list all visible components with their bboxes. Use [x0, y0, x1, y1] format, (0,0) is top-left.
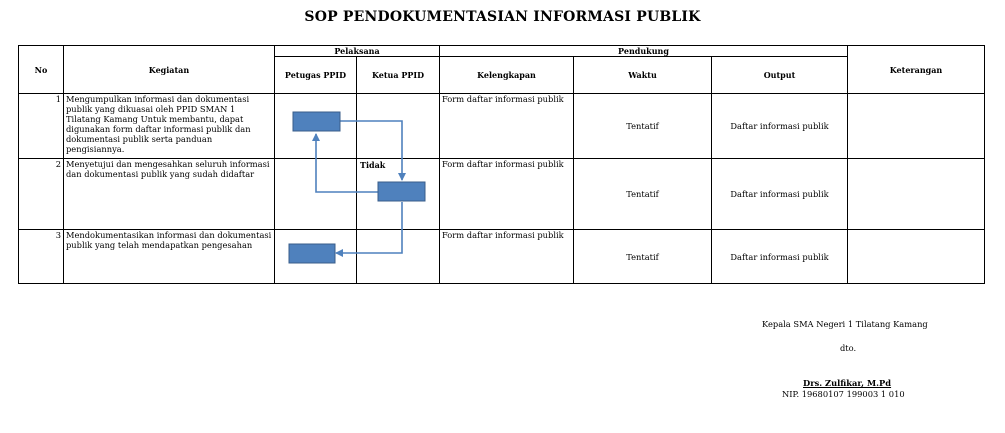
signature-position: Kepala SMA Negeri 1 Tilatang Kamang [762, 319, 928, 329]
lane-ketua [357, 230, 440, 284]
table-row [19, 159, 985, 230]
row-kelengkapan: Form daftar informasi publik [440, 159, 574, 230]
row-no: 3 [19, 230, 64, 284]
header-keterangan: Keterangan [848, 46, 985, 94]
row-no: 1 [19, 94, 64, 159]
row-output: Daftar informasi publik [712, 94, 848, 159]
table-row [19, 94, 985, 159]
header-petugas: Petugas PPID [275, 57, 357, 94]
header-row-1 [19, 46, 985, 57]
lane-petugas [275, 94, 357, 159]
row-no: 2 [19, 159, 64, 230]
header-pendukung: Pendukung [440, 46, 848, 57]
signature-name: Drs. Zulfikar, M.Pd [803, 378, 892, 388]
header-kelengkapan: Kelengkapan [440, 57, 574, 94]
header-pelaksana: Pelaksana [275, 46, 440, 57]
row-kelengkapan: Form daftar informasi publik [440, 94, 574, 159]
row-keterangan [848, 94, 985, 159]
row-keterangan [848, 230, 985, 284]
row-kegiatan: Mengumpulkan informasi dan dokumentasi publik yang dikuasai oleh PPID SMAN 1 Tilatang Kamang Untuk membantu, dapat digunakan form daftar informasi publik dan dokumentasi publik serta panduan pengisiannya. [64, 94, 275, 159]
row-waktu: Tentatif [574, 159, 712, 230]
row-keterangan [848, 159, 985, 230]
lane-ketua [357, 94, 440, 159]
header-kegiatan: Kegiatan [64, 46, 275, 94]
lane-petugas [275, 230, 357, 284]
header-output: Output [712, 57, 848, 94]
signature-nip: NIP. 19680107 199003 1 010 [782, 389, 905, 399]
row-kegiatan: Mendokumentasikan informasi dan dokumentasi publik yang telah mendapatkan pengesahan [64, 230, 275, 284]
header-waktu: Waktu [574, 57, 712, 94]
header-ketua: Ketua PPID [357, 57, 440, 94]
flow-label-tidak: Tidak [360, 160, 386, 170]
table-row [19, 230, 985, 284]
row-kelengkapan: Form daftar informasi publik [440, 230, 574, 284]
header-no: No [19, 46, 64, 94]
row-kegiatan: Menyetujui dan mengesahkan seluruh informasi dan dokumentasi publik yang sudah didaftar [64, 159, 275, 230]
row-output: Daftar informasi publik [712, 159, 848, 230]
signature-dto: dto. [840, 343, 857, 353]
row-waktu: Tentatif [574, 94, 712, 159]
row-output: Daftar informasi publik [712, 230, 848, 284]
page-title: SOP PENDOKUMENTASIAN INFORMASI PUBLIK [304, 9, 701, 25]
row-waktu: Tentatif [574, 230, 712, 284]
lane-petugas [275, 159, 357, 230]
sop-table [18, 45, 985, 284]
